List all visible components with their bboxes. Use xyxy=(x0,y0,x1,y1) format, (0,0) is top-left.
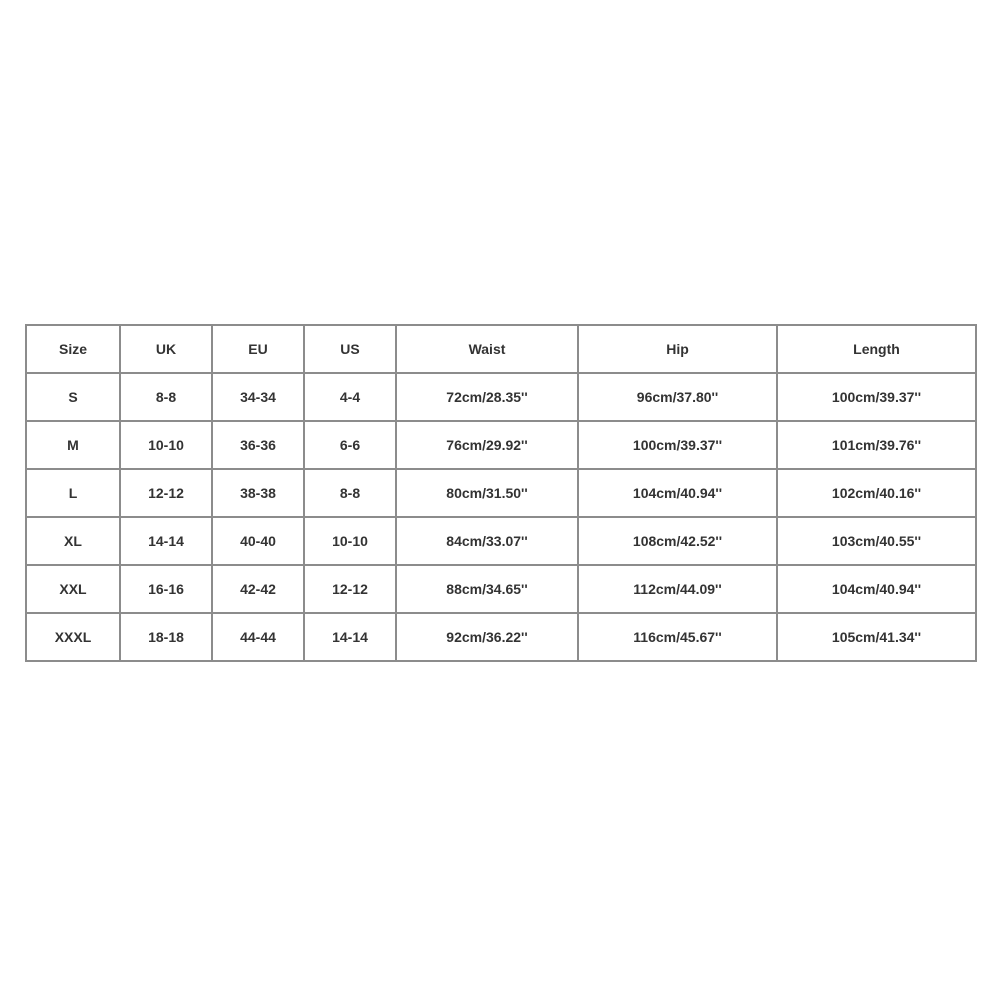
cell-hip: 112cm/44.09'' xyxy=(578,565,777,613)
cell-length: 105cm/41.34'' xyxy=(777,613,976,661)
cell-length: 104cm/40.94'' xyxy=(777,565,976,613)
table-row xyxy=(26,421,976,469)
header-uk: UK xyxy=(120,325,212,373)
table-row xyxy=(26,373,976,421)
cell-uk: 16-16 xyxy=(120,565,212,613)
cell-size: L xyxy=(26,469,120,517)
size-chart-table xyxy=(25,324,977,662)
header-length: Length xyxy=(777,325,976,373)
cell-eu: 42-42 xyxy=(212,565,304,613)
cell-us: 12-12 xyxy=(304,565,396,613)
cell-size: XL xyxy=(26,517,120,565)
cell-size: M xyxy=(26,421,120,469)
cell-size: S xyxy=(26,373,120,421)
cell-length: 102cm/40.16'' xyxy=(777,469,976,517)
cell-waist: 92cm/36.22'' xyxy=(396,613,578,661)
cell-eu: 34-34 xyxy=(212,373,304,421)
cell-waist: 72cm/28.35'' xyxy=(396,373,578,421)
cell-us: 4-4 xyxy=(304,373,396,421)
cell-waist: 84cm/33.07'' xyxy=(396,517,578,565)
table-header-row xyxy=(26,325,976,373)
table-row xyxy=(26,517,976,565)
cell-size: XXXL xyxy=(26,613,120,661)
cell-length: 101cm/39.76'' xyxy=(777,421,976,469)
cell-length: 100cm/39.37'' xyxy=(777,373,976,421)
cell-hip: 104cm/40.94'' xyxy=(578,469,777,517)
cell-hip: 108cm/42.52'' xyxy=(578,517,777,565)
cell-us: 14-14 xyxy=(304,613,396,661)
header-waist: Waist xyxy=(396,325,578,373)
header-eu: EU xyxy=(212,325,304,373)
cell-hip: 96cm/37.80'' xyxy=(578,373,777,421)
cell-uk: 8-8 xyxy=(120,373,212,421)
cell-uk: 14-14 xyxy=(120,517,212,565)
cell-uk: 10-10 xyxy=(120,421,212,469)
cell-uk: 18-18 xyxy=(120,613,212,661)
table-row xyxy=(26,469,976,517)
cell-eu: 36-36 xyxy=(212,421,304,469)
cell-length: 103cm/40.55'' xyxy=(777,517,976,565)
cell-us: 10-10 xyxy=(304,517,396,565)
cell-hip: 116cm/45.67'' xyxy=(578,613,777,661)
cell-eu: 40-40 xyxy=(212,517,304,565)
cell-uk: 12-12 xyxy=(120,469,212,517)
header-hip: Hip xyxy=(578,325,777,373)
cell-us: 6-6 xyxy=(304,421,396,469)
cell-eu: 44-44 xyxy=(212,613,304,661)
table-row xyxy=(26,565,976,613)
cell-size: XXL xyxy=(26,565,120,613)
cell-us: 8-8 xyxy=(304,469,396,517)
cell-waist: 76cm/29.92'' xyxy=(396,421,578,469)
cell-eu: 38-38 xyxy=(212,469,304,517)
cell-hip: 100cm/39.37'' xyxy=(578,421,777,469)
cell-waist: 88cm/34.65'' xyxy=(396,565,578,613)
header-size: Size xyxy=(26,325,120,373)
header-us: US xyxy=(304,325,396,373)
table-row xyxy=(26,613,976,661)
cell-waist: 80cm/31.50'' xyxy=(396,469,578,517)
